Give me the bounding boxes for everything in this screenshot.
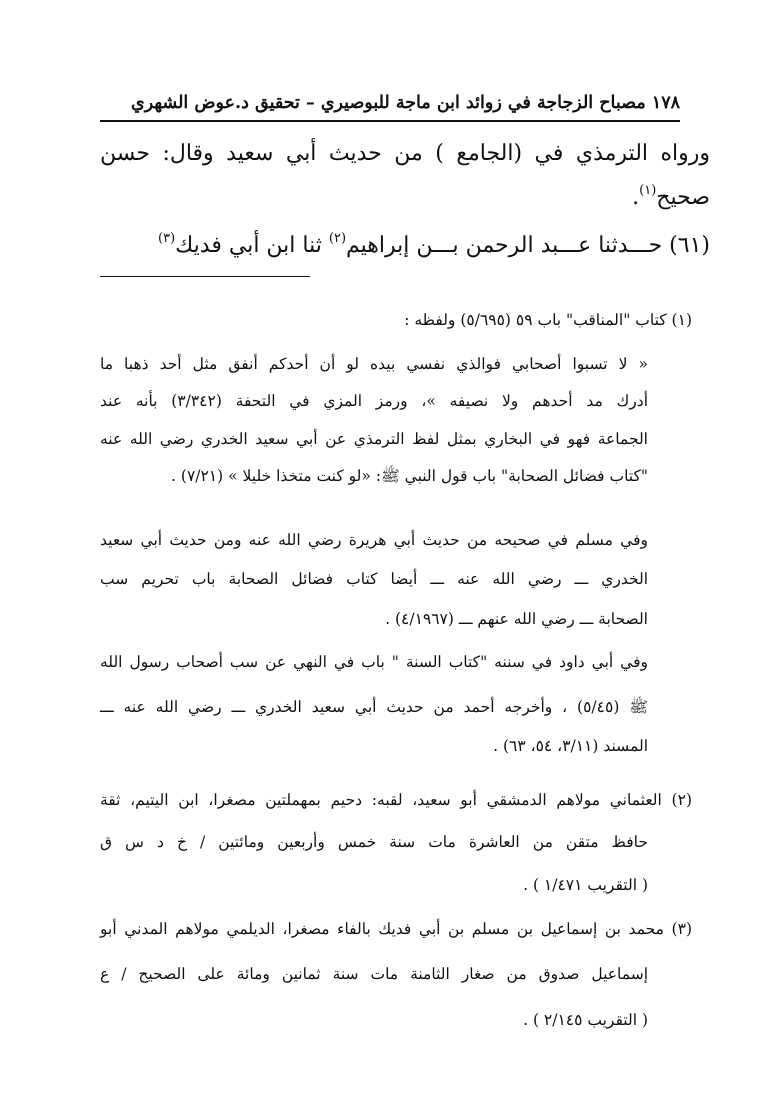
- running-header: ١٧٨ مصباح الزجاجة في زوائد ابن ماجة للبوصيري – تحقيق د.عوض الشهري: [131, 93, 680, 113]
- footnote-1-line-4: الجماعة فهو في البخاري بمثل لفظ الترمذي عن أبي سعيد الخدري رضي الله عنه: [100, 430, 648, 448]
- footnote-1-line-11: المسند (٣/١١، ٥٤، ٦٣) .: [493, 737, 648, 755]
- body-line-2-end: .: [632, 185, 640, 210]
- footnote-1-line-9: وفي أبي داود في سننه "كتاب السنة " باب في النهي عن سب أصحاب رسول الله: [100, 653, 648, 671]
- footnote-3-line-1: (٣) محمد بن إسماعيل بن مسلم بن أبي فديك بالفاء مصغرا، الديلمي مولاهم المدني أبو: [100, 920, 692, 938]
- footnote-2-line-1: (٢) العثماني مولاهم الدمشقي أبو سعيد، لقبه: دحيم بمهملتين مصغرا، ابن اليتيم، ثقة: [100, 791, 692, 809]
- hadith-61-line: [158, 226, 710, 269]
- header-rule: [100, 120, 680, 122]
- body-line-2-text: صحيح: [656, 185, 710, 210]
- footnote-1-line-1: (١) كتاب "المناقب" باب ٥٩ (٥/٦٩٥) ولفظه :: [404, 311, 692, 329]
- footnote-1-line-8: الصحابة ـــ رضي الله عنهم ـــ (٤/١٩٦٧) .: [385, 610, 648, 628]
- footnote-2-line-3: ( التقريب ١/٤٧١ ) .: [523, 876, 648, 894]
- hadith-61-text-a: (٦١) حـــدثنا عـــبد الرحمن بـــن إبراهيم: [346, 233, 710, 258]
- footnote-separator: [100, 276, 310, 277]
- body-line-1: ورواه الترمذي في (الجامع ) من حديث أبي سعيد وقال: حسن: [100, 141, 710, 166]
- footnote-3-line-2: إسماعيل صدوق من صغار الثامنة مات سنة ثمانين ومائة على الصحيح / ع: [100, 965, 648, 983]
- body-line-2: [632, 178, 710, 221]
- hadith-61-text-b: ثنا ابن أبي فديك: [175, 233, 329, 258]
- footnote-2-line-2: حافظ متقن من العاشرة مات سنة خمس وأربعين ومائتين / خ د س ق: [100, 833, 648, 851]
- footnote-1-line-2: « لا تسبوا أصحابي فوالذي نفسي بيده لو أن أحدكم أنفق مثل أحد ذهبا ما: [100, 355, 648, 373]
- footnote-1-line-5: "كتاب فضائل الصحابة" باب قول النبي ﷺ: «لو كنت متخذا خليلا » (٧/٢١) .: [171, 467, 648, 485]
- footnote-ref-2[interactable]: (٢): [328, 231, 347, 246]
- footnote-1-line-6: وفي مسلم في صحيحه من حديث أبي هريرة رضي الله عنه ومن حديث أبي سعيد: [100, 531, 648, 549]
- footnote-3-line-3: ( التقريب ٢/١٤٥ ) .: [523, 1011, 648, 1029]
- footnote-1-line-3: أدرك مد أحدهم ولا نصيفه »، ورمز المزي في التحفة (٣/٣٤٢) بأنه عند: [100, 392, 648, 410]
- footnote-ref-3[interactable]: (٣): [158, 231, 176, 246]
- footnote-1-line-10: ﷺ (٥/٤٥) ، وأخرجه أحمد من حديث أبي سعيد الخدري ـــ رضي الله عنه ـــ: [100, 698, 648, 716]
- footnote-1-line-7: الخدري ـــ رضي الله عنه ـــ أيضا كتاب فضائل الصحابة باب تحريم سب: [100, 570, 648, 588]
- footnote-ref-1[interactable]: (١): [639, 183, 657, 198]
